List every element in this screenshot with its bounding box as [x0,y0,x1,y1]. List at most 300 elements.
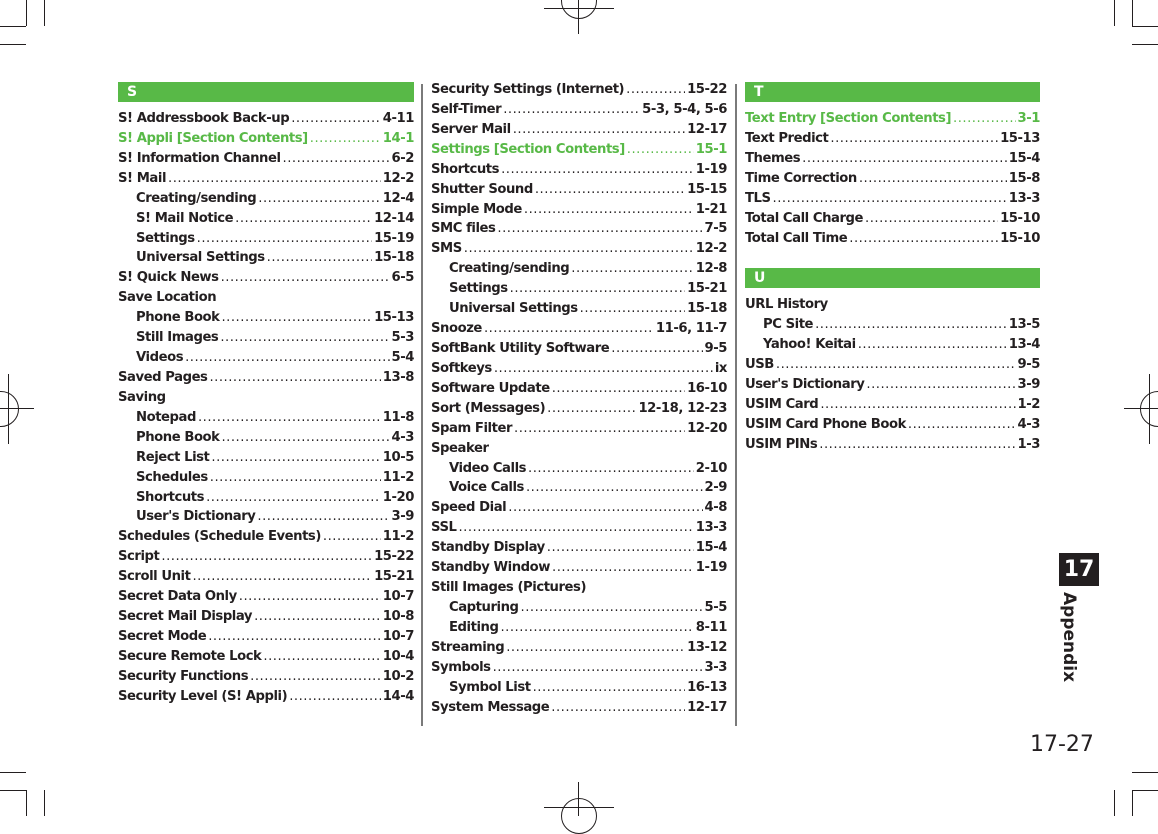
dot-leader [254,609,381,624]
index-entry [745,211,1040,231]
entry-label: Phone Book [136,310,220,326]
page-number: 17-27 [1030,732,1094,757]
entry-label: PC Site [763,317,814,333]
entry-page: 4-11 [382,111,414,126]
section-header: U [745,268,1040,288]
crop-mark [26,790,27,816]
index-entry [431,500,727,520]
crop-mark [1132,790,1133,816]
dot-leader [258,191,381,206]
dot-leader [547,540,694,555]
entry-label: Reject List [136,449,210,465]
entry-label: Save Location [118,290,217,306]
entry-label: System Message [431,699,550,715]
dot-leader [464,241,694,256]
registration-mark [561,0,597,19]
dot-leader [220,330,389,345]
dot-leader [526,480,703,495]
entry-page: 11-2 [382,469,414,485]
registration-mark [578,0,579,34]
entry-page: 11-6, 11-7 [655,321,727,337]
dot-leader [192,569,372,584]
dot-leader [533,680,685,695]
crop-mark [44,0,45,26]
section-header: S [118,82,414,102]
entry-label: S! Mail Notice [136,210,234,226]
registration-mark [0,391,19,427]
entry-page: 12-2 [382,170,414,186]
entry-page: 1-21 [695,201,727,217]
entry-page: 8-11 [695,619,727,635]
index-entry [431,361,727,381]
dot-leader [547,401,636,416]
entry-page: 15-15 [687,181,727,197]
dot-leader [323,529,381,544]
crop-mark [1132,44,1158,45]
dot-leader [221,430,389,445]
dot-leader [197,231,372,246]
index-entry [118,649,414,669]
entry-page: 5-5 [704,599,727,615]
entry-label: Secret Data Only [118,589,237,605]
crop-mark [0,772,26,773]
entry-label: S! Information Channel [118,150,281,166]
dot-leader [310,131,381,146]
crop-mark [1132,0,1133,26]
entry-page: 16-10 [687,380,727,396]
dot-leader [206,490,381,505]
entry-page: 1-19 [695,161,727,177]
crop-mark [44,790,45,816]
entry-page: 7-5 [704,221,727,237]
crop-mark [1132,790,1158,791]
index-entry [431,142,727,162]
index-entry [431,301,727,321]
index-entry [431,461,727,481]
entry-page: 15-13 [374,310,414,326]
entry-label: Voice Calls [449,480,524,496]
dot-leader [552,381,685,396]
dot-leader [500,620,693,635]
entry-label: URL History [745,297,828,313]
entry-label: USB [745,357,774,373]
index-entry [118,450,414,470]
entry-label: Total Call Time [745,230,848,246]
index-entry [745,231,1040,251]
entry-label: SMC files [431,221,496,237]
dot-leader [250,669,381,684]
index-entry [118,171,414,191]
index-entry [431,281,727,301]
entry-page: 5-4 [391,350,414,366]
entry-page: 15-19 [374,230,414,246]
dot-leader [493,660,703,675]
dot-leader [521,600,703,615]
dot-leader [514,421,685,436]
entry-label: Saving [118,389,166,405]
index-entry [431,441,727,461]
dot-leader [221,270,390,285]
entry-page: 6-2 [391,150,414,166]
entry-page: 4-3 [391,429,414,445]
dot-leader [458,520,693,535]
registration-mark [1149,374,1150,444]
entry-label: SoftBank Utility Software [431,340,610,356]
dot-leader [571,261,694,276]
entry-label: USIM Card [745,397,819,413]
entry-label: Universal Settings [449,301,578,317]
dot-leader [819,437,1015,452]
index-entry [118,290,414,310]
index-entry [118,231,414,251]
entry-label: USIM PINs [745,436,818,452]
entry-page: 15-4 [695,540,727,556]
index-entry [431,580,727,600]
entry-page: 11-2 [382,529,414,545]
index-entry [118,549,414,569]
entry-page: 4-8 [704,500,727,516]
entry-label: Notepad [136,409,196,425]
index-entry [118,111,414,131]
dot-leader [849,231,998,246]
entry-page: 16-13 [687,679,727,695]
entry-label: Settings [136,230,195,246]
index-entry [118,569,414,589]
entry-page: 3-1 [1017,111,1040,126]
entry-page: 14-4 [382,688,414,704]
entry-label: Creating/sending [449,261,570,277]
entry-label: Videos [136,350,184,366]
index-entry [431,660,727,680]
registration-mark [561,798,597,834]
index-entry [431,122,727,142]
chapter-number-tab: 17 [1059,553,1099,586]
dot-leader [859,171,1007,186]
index-entry [745,337,1040,357]
entry-label: USIM Card Phone Book [745,416,906,432]
entry-page: 15-18 [687,301,727,317]
index-entry [118,490,414,510]
entry-label: Settings [Section Contents] [431,141,625,157]
dot-leader [508,500,702,515]
dot-leader [626,82,685,97]
index-entry [431,202,727,222]
section-header: T [745,82,1040,102]
entry-page: 10-7 [382,589,414,605]
entry-label: Standby Display [431,540,545,556]
entry-page: 11-8 [382,409,414,425]
entry-label: Text Predict [745,130,829,146]
dot-leader [506,640,685,655]
section-gap [745,250,1040,268]
crop-mark [1114,0,1115,26]
column-divider [421,84,423,726]
dot-leader [503,102,640,117]
dot-leader [221,310,372,325]
entry-page: 9-5 [1017,357,1040,373]
index-entry [118,589,414,609]
entry-page: 2-10 [695,460,727,476]
entry-page: 10-7 [382,628,414,644]
dot-leader [289,689,381,704]
dot-leader [908,417,1016,432]
index-entry [118,151,414,171]
index-entry [118,669,414,689]
entry-label: Shortcuts [136,489,205,505]
dot-leader [953,111,1015,126]
dot-leader [776,357,1016,372]
entry-page: 15-10 [1000,230,1040,246]
entry-page: 15-21 [687,281,727,297]
entry-page: 1-2 [1017,397,1040,413]
entry-label: Speaker [431,440,489,456]
entry-page: 13-5 [1008,317,1040,333]
index-entry [431,321,727,341]
dot-leader [773,191,1007,206]
entry-page: 1-20 [382,489,414,505]
index-entry [745,397,1040,417]
index-entry [118,390,414,410]
entry-label: Total Call Charge [745,210,864,226]
index-entry [431,680,727,700]
index-entry [745,437,1040,457]
index-entry [118,250,414,270]
entry-label: Simple Mode [431,201,522,217]
dot-leader [168,171,381,186]
dot-leader [208,629,381,644]
entry-label: Script [118,549,160,565]
crop-mark [1132,26,1158,27]
entry-label: Time Correction [745,170,857,186]
entry-label: Settings [449,281,508,297]
entry-page: 12-8 [695,261,727,277]
index-entry [431,600,727,620]
entry-label: Softkeys [431,360,492,376]
registration-mark [544,8,614,9]
entry-page: 3-3 [704,659,727,675]
dot-leader [210,470,381,485]
index-entry [745,111,1040,131]
index-entry [745,357,1040,377]
entry-label: S! Addressbook Back-up [118,111,290,126]
index-entry [431,620,727,640]
crop-mark [0,790,26,791]
dot-leader [524,202,694,217]
entry-page: 3-9 [1017,377,1040,393]
entry-label: Text Entry [Section Contents] [745,111,952,126]
entry-label: SSL [431,520,457,536]
entry-label: S! Appli [Section Contents] [118,130,308,146]
entry-label: Still Images (Pictures) [431,580,587,596]
dot-leader [239,589,381,604]
column-divider [735,84,737,726]
entry-label: User's Dictionary [745,377,865,393]
entry-page: 15-13 [1000,130,1040,146]
index-entry [118,350,414,370]
entry-page: 15-8 [1008,170,1040,186]
dot-leader [501,162,694,177]
index-entry [745,417,1040,437]
entry-label: S! Quick News [118,270,219,286]
entry-label: Capturing [449,599,519,615]
entry-label: Scroll Unit [118,569,191,585]
index-entry [118,270,414,290]
entry-page: 13-3 [695,520,727,536]
index-entry [118,689,414,709]
entry-label: Editing [449,619,499,635]
entry-page: 12-2 [695,241,727,257]
dot-leader [283,151,390,166]
crop-mark [0,26,26,27]
entry-page: 13-12 [687,639,727,655]
index-entry [745,317,1040,337]
entry-label: Shutter Sound [431,181,533,197]
crop-mark [0,44,26,45]
index-entry [431,540,727,560]
entry-page: 3-9 [391,509,414,525]
index-entry [431,102,727,122]
entry-label: Symbols [431,659,491,675]
entry-page: 12-20 [687,420,727,436]
index-entry [431,261,727,281]
entry-label: Security Level (S! Appli) [118,688,288,704]
entry-label: Server Mail [431,121,511,137]
dot-leader [866,377,1015,392]
entry-page: 10-2 [382,668,414,684]
index-column-1 [118,82,414,709]
entry-label: Still Images [136,330,219,346]
entry-label: Self-Timer [431,101,502,117]
entry-label: SMS [431,241,462,257]
dot-leader [552,560,694,575]
entry-label: Video Calls [449,460,527,476]
index-entry [118,629,414,649]
entry-label: Schedules (Schedule Events) [118,529,321,545]
index-entry [118,529,414,549]
dot-leader [291,111,381,126]
entry-label: Secret Mode [118,628,207,644]
index-entry [118,191,414,211]
dot-leader [815,317,1007,332]
chapter-label: Appendix [1059,592,1079,683]
entry-label: Universal Settings [136,250,265,266]
dot-leader [551,700,685,715]
index-entry [118,470,414,490]
index-entry [745,377,1040,397]
entry-label: S! Mail [118,170,167,186]
entry-label: Themes [745,150,801,166]
dot-leader [510,281,685,296]
entry-page: 13-4 [1008,337,1040,353]
entry-page: 1-19 [695,560,727,576]
dot-leader [484,321,654,336]
entry-page: 5-3, 5-4, 5-6 [642,101,727,117]
entry-page: 4-3 [1017,416,1040,432]
index-entry [431,341,727,361]
index-entry [118,131,414,151]
entry-page: 15-22 [374,549,414,565]
dot-leader [267,250,372,265]
entry-label: Standby Window [431,560,550,576]
index-entry [118,509,414,529]
index-column-3 [745,82,1040,457]
entry-page: 15-4 [1008,150,1040,166]
entry-label: Software Update [431,380,550,396]
index-entry [118,430,414,450]
index-entry [431,162,727,182]
entry-page: 15-18 [374,250,414,266]
index-entry [431,421,727,441]
entry-label: Streaming [431,639,505,655]
dot-leader [211,450,380,465]
index-column-2 [431,82,727,720]
dot-leader [830,131,998,146]
entry-label: Shortcuts [431,161,500,177]
entry-label: Secure Remote Lock [118,648,262,664]
dot-leader [580,301,685,316]
index-entry [431,241,727,261]
entry-label: Sort (Messages) [431,400,546,416]
entry-label: Security Functions [118,668,249,684]
dot-leader [161,549,372,564]
index-entry [118,330,414,350]
entry-page: 15-1 [695,141,727,157]
index-entry [745,131,1040,151]
dot-leader [257,509,389,524]
entry-page: 14-1 [382,130,414,146]
entry-page: 9-5 [704,340,727,356]
entry-page: 12-18, 12-23 [638,400,727,416]
entry-label: Speed Dial [431,500,507,516]
entry-page: 12-17 [687,121,727,137]
entry-page: 12-17 [687,699,727,715]
dot-leader [611,341,702,356]
dot-leader [494,361,713,376]
dot-leader [513,122,685,137]
index-entry [431,700,727,720]
registration-mark [578,782,579,816]
dot-leader [865,211,998,226]
registration-mark [1124,408,1158,409]
entry-label: Phone Book [136,429,220,445]
entry-label: Security Settings (Internet) [431,82,625,97]
entry-label: Secret Mail Display [118,609,253,625]
entry-page: 15-21 [374,569,414,585]
entry-page: ix [714,360,727,376]
index-entry [431,480,727,500]
index-entry [431,182,727,202]
index-entry [118,211,414,231]
entry-page: 10-8 [382,609,414,625]
index-entry [745,297,1040,317]
entry-page: 13-8 [382,369,414,385]
index-entry [118,410,414,430]
entry-page: 5-3 [391,330,414,346]
dot-leader [209,370,380,385]
index-entry [431,82,727,102]
registration-mark [0,408,34,409]
dot-leader [858,337,1007,352]
entry-label: TLS [745,190,771,206]
index-entry [745,151,1040,171]
dot-leader [198,410,381,425]
entry-page: 10-4 [382,648,414,664]
dot-leader [820,397,1015,412]
entry-label: Yahoo! Keitai [763,337,856,353]
dot-leader [535,182,685,197]
registration-mark [544,807,614,808]
crop-mark [1132,772,1158,773]
